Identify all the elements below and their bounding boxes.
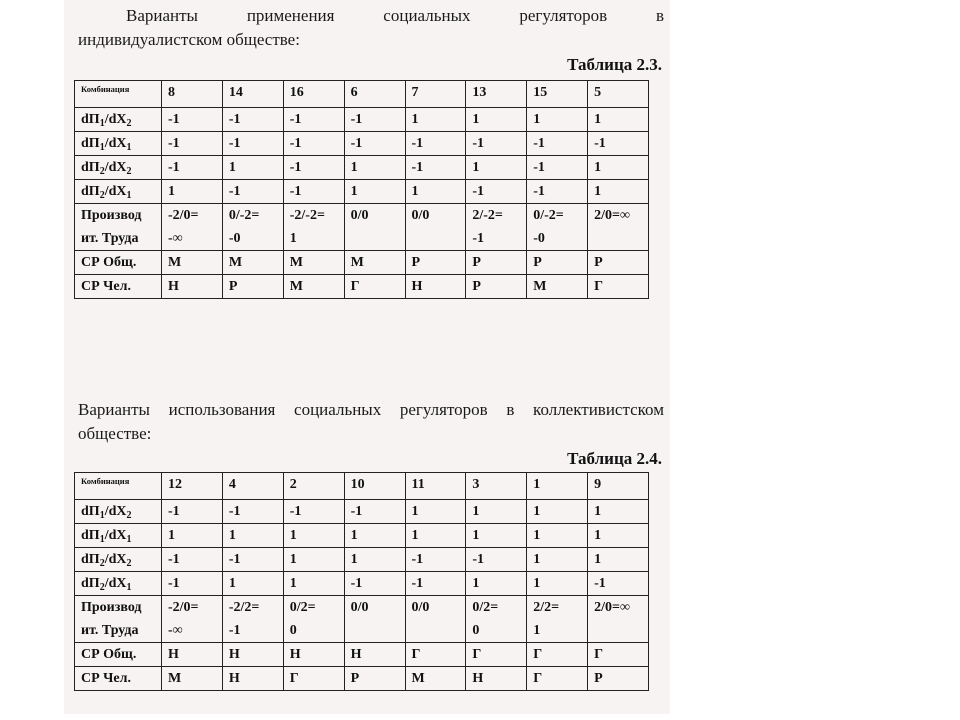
table-cell: -1 <box>527 132 588 156</box>
row-label: СР Чел. <box>75 667 162 691</box>
header-cell: 4 <box>222 473 283 500</box>
table-cell: 1 <box>466 156 527 180</box>
header-cell: 3 <box>466 473 527 500</box>
intro-line-2: обществе: <box>78 424 152 443</box>
table-cell: Н <box>466 667 527 691</box>
header-cell: 5 <box>588 81 649 108</box>
table-cell: Г <box>344 275 405 299</box>
table-cell: 1 <box>344 524 405 548</box>
row-label: $dП_2/dX_1$ <box>75 572 162 596</box>
header-label: Комбинация <box>75 473 162 500</box>
table-cell: -1 <box>222 180 283 204</box>
header-cell: 10 <box>344 473 405 500</box>
table-row <box>75 524 649 548</box>
table-row <box>75 596 649 643</box>
header-cell: 6 <box>344 81 405 108</box>
table-row <box>75 251 649 275</box>
table-cell: -1 <box>466 132 527 156</box>
table-cell: 1 <box>466 572 527 596</box>
table-cell: Р <box>405 251 466 275</box>
table-cell: -1 <box>222 548 283 572</box>
table-cell: 0/-2= -0 <box>527 204 588 251</box>
table-cell: 2/0=∞ <box>588 204 649 251</box>
table-cell: Г <box>527 667 588 691</box>
header-cell: 11 <box>405 473 466 500</box>
intro-line-2: индивидуалистском обществе: <box>78 30 300 49</box>
table-cell: -2/0= -∞ <box>162 596 223 643</box>
table-2-3 <box>74 80 649 299</box>
table-cell: -2/-2= 1 <box>283 204 344 251</box>
table-cell: -1 <box>405 156 466 180</box>
intro-word: в <box>506 400 515 419</box>
intro-word: применения <box>246 6 335 25</box>
table-cell: Г <box>588 275 649 299</box>
table-caption: Таблица 2.4. <box>567 449 662 468</box>
table-cell: 1 <box>405 500 466 524</box>
intro-word: Варианты <box>78 400 150 419</box>
intro-word: коллективистском <box>533 400 664 419</box>
table-cell: Р <box>588 667 649 691</box>
table-cell: Н <box>344 643 405 667</box>
table-cell: -1 <box>466 180 527 204</box>
intro-word: использования <box>168 400 276 419</box>
table-header-row <box>75 473 649 500</box>
table-cell: Г <box>283 667 344 691</box>
row-label: $dП_1/dX_2$ <box>75 500 162 524</box>
table-cell: 1 <box>344 156 405 180</box>
table-cell: -2/2= -1 <box>222 596 283 643</box>
table-cell: 1 <box>283 524 344 548</box>
table-cell: Г <box>466 643 527 667</box>
table-cell: 1 <box>222 524 283 548</box>
table-cell: 0/2= 0 <box>466 596 527 643</box>
header-cell: 9 <box>588 473 649 500</box>
table-cell: -1 <box>344 500 405 524</box>
header-cell: 2 <box>283 473 344 500</box>
header-cell: 1 <box>527 473 588 500</box>
table-cell: -1 <box>283 180 344 204</box>
table-cell: М <box>162 251 223 275</box>
table-caption: Таблица 2.3. <box>567 55 662 74</box>
table-cell: Н <box>222 667 283 691</box>
row-label: Производ ит. Труда <box>75 596 162 643</box>
table-row <box>75 156 649 180</box>
table-cell: Р <box>466 251 527 275</box>
intro-paragraph-2 <box>78 398 664 446</box>
header-cell: 14 <box>222 81 283 108</box>
table-cell: 2/2= 1 <box>527 596 588 643</box>
table-cell: Н <box>405 275 466 299</box>
row-label: СР Общ. <box>75 643 162 667</box>
table-cell: 1 <box>344 548 405 572</box>
table-2-4 <box>74 472 649 691</box>
table-row <box>75 204 649 251</box>
table-cell: -1 <box>162 548 223 572</box>
table-cell: Г <box>405 643 466 667</box>
table-cell: М <box>162 667 223 691</box>
table-cell: Р <box>466 275 527 299</box>
row-label: $dП_2/dX_2$ <box>75 548 162 572</box>
intro-word: регуляторов <box>519 6 608 25</box>
table-row <box>75 108 649 132</box>
table-header-row <box>75 81 649 108</box>
table-cell: Р <box>527 251 588 275</box>
table-cell: 1 <box>588 500 649 524</box>
table-cell: -1 <box>527 180 588 204</box>
table-cell: М <box>344 251 405 275</box>
row-label: СР Чел. <box>75 275 162 299</box>
header-cell: 16 <box>283 81 344 108</box>
table-cell: -1 <box>344 572 405 596</box>
table-cell: 1 <box>588 180 649 204</box>
table-cell: 2/0=∞ <box>588 596 649 643</box>
table-cell: -1 <box>588 572 649 596</box>
header-cell: 13 <box>466 81 527 108</box>
table-cell: 1 <box>405 108 466 132</box>
table-cell: 1 <box>588 524 649 548</box>
table-cell: М <box>527 275 588 299</box>
table-cell: 0/0 <box>405 204 466 251</box>
table-cell: М <box>283 251 344 275</box>
table-cell: 1 <box>162 180 223 204</box>
table-cell: -1 <box>466 548 527 572</box>
table-cell: Н <box>162 643 223 667</box>
table-cell: Н <box>283 643 344 667</box>
table-cell: 1 <box>466 524 527 548</box>
table-cell: Г <box>588 643 649 667</box>
table-cell: -1 <box>344 108 405 132</box>
table-cell: 1 <box>466 500 527 524</box>
table-cell: 0/0 <box>344 204 405 251</box>
table-cell: Р <box>222 275 283 299</box>
table-row <box>75 548 649 572</box>
row-label: $dП_1/dX_1$ <box>75 132 162 156</box>
intro-word: Варианты <box>126 6 198 25</box>
table-cell: -1 <box>222 132 283 156</box>
row-label: Производ ит. Труда <box>75 204 162 251</box>
table-cell: Н <box>162 275 223 299</box>
table-cell: 1 <box>527 108 588 132</box>
table-cell: -1 <box>405 548 466 572</box>
table-cell: -1 <box>527 156 588 180</box>
intro-word: социальных <box>294 400 382 419</box>
table-cell: 1 <box>222 156 283 180</box>
table-row <box>75 572 649 596</box>
table-row <box>75 275 649 299</box>
table-cell: Г <box>527 643 588 667</box>
table-cell: -1 <box>222 108 283 132</box>
table-cell: -1 <box>588 132 649 156</box>
table-cell: 0/-2= -0 <box>222 204 283 251</box>
header-cell: 8 <box>162 81 223 108</box>
table-cell: 1 <box>527 500 588 524</box>
table-cell: -1 <box>162 500 223 524</box>
header-cell: 15 <box>527 81 588 108</box>
table-cell: 1 <box>588 108 649 132</box>
header-cell: 7 <box>405 81 466 108</box>
table-row <box>75 132 649 156</box>
row-label: $dП_2/dX_1$ <box>75 180 162 204</box>
table-cell: -1 <box>283 108 344 132</box>
table-cell: Р <box>588 251 649 275</box>
table-cell: 1 <box>344 180 405 204</box>
table-cell: -1 <box>222 500 283 524</box>
table-cell: -1 <box>283 132 344 156</box>
table-cell: -1 <box>162 108 223 132</box>
table-cell: 1 <box>466 108 527 132</box>
header-cell: 12 <box>162 473 223 500</box>
table-cell: -1 <box>283 156 344 180</box>
table-cell: 1 <box>588 156 649 180</box>
table-row <box>75 180 649 204</box>
table-cell: 1 <box>405 180 466 204</box>
intro-word: в <box>655 6 664 25</box>
table-row <box>75 667 649 691</box>
table-cell: 1 <box>405 524 466 548</box>
intro-word: социальных <box>383 6 471 25</box>
row-label: $dП_1/dX_1$ <box>75 524 162 548</box>
table-cell: М <box>222 251 283 275</box>
row-label: СР Общ. <box>75 251 162 275</box>
table-row <box>75 500 649 524</box>
table-cell: 2/-2= -1 <box>466 204 527 251</box>
table-cell: 0/0 <box>405 596 466 643</box>
table-cell: -1 <box>162 132 223 156</box>
table-cell: 0/2= 0 <box>283 596 344 643</box>
table-cell: 1 <box>222 572 283 596</box>
table-cell: -2/0= -∞ <box>162 204 223 251</box>
table-cell: 1 <box>162 524 223 548</box>
table-cell: -1 <box>405 572 466 596</box>
table-cell: 1 <box>527 524 588 548</box>
table-cell: -1 <box>162 572 223 596</box>
row-label: $dП_2/dX_2$ <box>75 156 162 180</box>
table-cell: 1 <box>283 548 344 572</box>
intro-paragraph-1 <box>78 4 664 52</box>
table-row <box>75 643 649 667</box>
header-label: Комбинация <box>75 81 162 108</box>
table-cell: -1 <box>162 156 223 180</box>
table-cell: 1 <box>283 572 344 596</box>
table-cell: 1 <box>588 548 649 572</box>
row-label: $dП_1/dX_2$ <box>75 108 162 132</box>
intro-word: регуляторов <box>399 400 488 419</box>
table-cell: Р <box>344 667 405 691</box>
table-cell: 0/0 <box>344 596 405 643</box>
table-cell: -1 <box>283 500 344 524</box>
table-cell: Н <box>222 643 283 667</box>
table-cell: 1 <box>527 572 588 596</box>
table-cell: М <box>405 667 466 691</box>
table-cell: М <box>283 275 344 299</box>
table-cell: 1 <box>527 548 588 572</box>
table-cell: -1 <box>405 132 466 156</box>
table-cell: -1 <box>344 132 405 156</box>
